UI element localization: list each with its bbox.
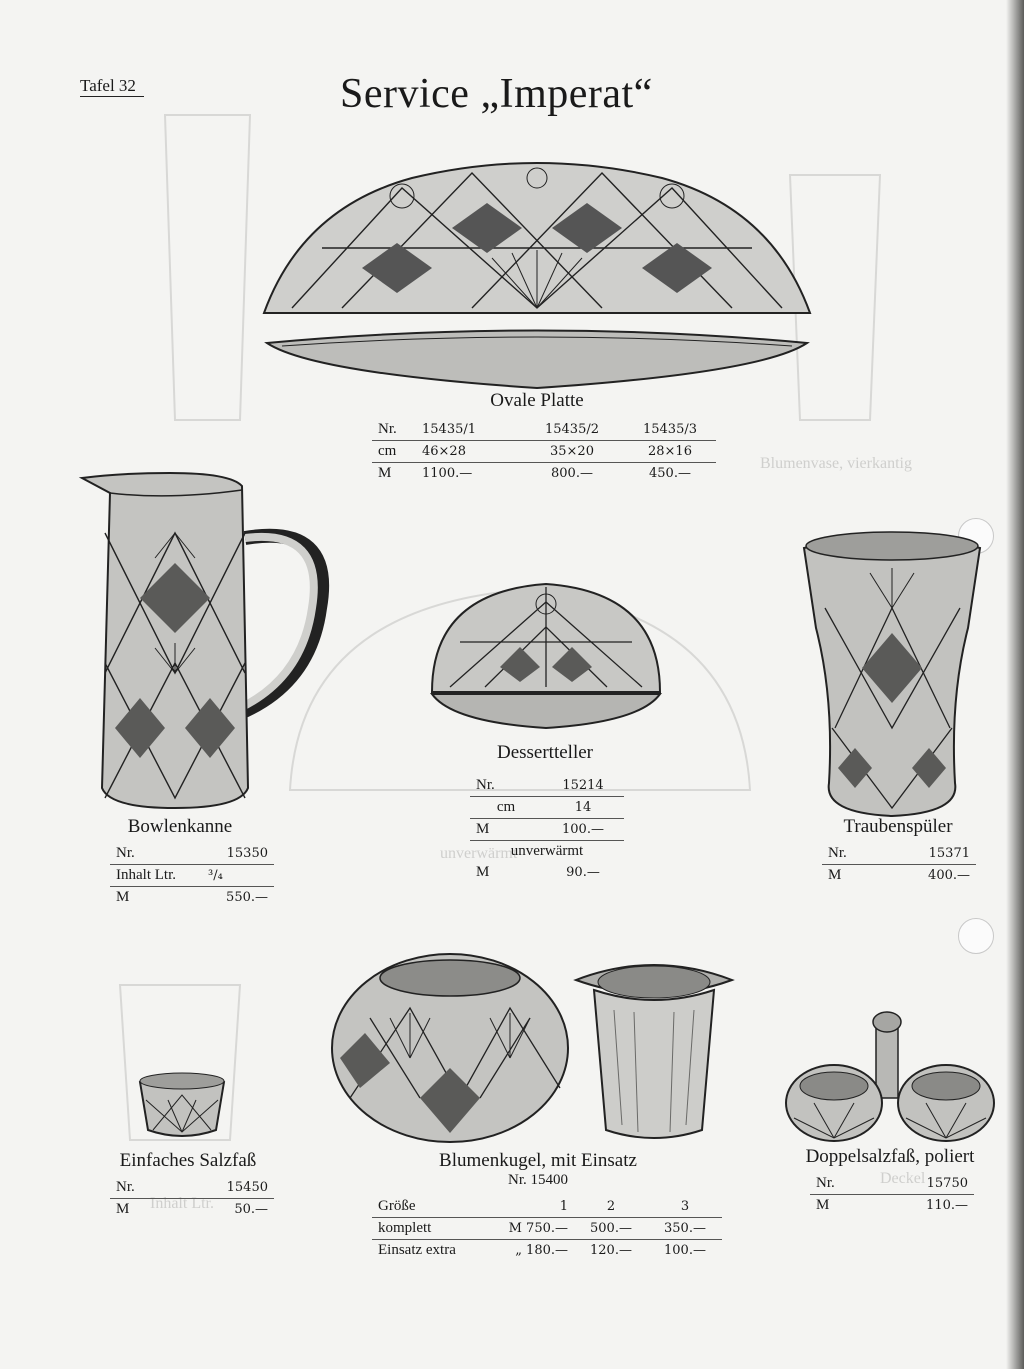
table-cell: M xyxy=(476,864,490,880)
page-title: Service „Imperat“ xyxy=(340,71,653,117)
table-cell: 15371 xyxy=(894,843,976,865)
table-cell: 90.— xyxy=(566,865,600,880)
table-cell: M 750.— xyxy=(492,1218,574,1240)
dessertteller-caption: Dessertteller xyxy=(496,742,593,763)
table-cell: 350.— xyxy=(648,1218,722,1240)
table-cell: ³/₄ xyxy=(202,865,274,887)
table-cell: 100.— xyxy=(542,819,624,841)
table-cell: „ 180.— xyxy=(515,1243,568,1258)
table-cell: Nr. xyxy=(110,843,202,865)
table-cell: 14 xyxy=(542,797,624,819)
table-cell: 100.— xyxy=(664,1243,706,1258)
table-cell: M xyxy=(116,889,130,905)
show-through-text: unverwärmt xyxy=(440,845,518,862)
table-cell: 450.— xyxy=(649,466,691,481)
table-cell: 28×16 xyxy=(624,441,716,463)
dessertteller-table xyxy=(470,775,624,883)
blumenkugel-table xyxy=(372,1196,722,1261)
table-row xyxy=(810,1195,974,1217)
table-cell: 800.— xyxy=(551,466,593,481)
einfaches-salzfass-caption: Einfaches Salzfaß xyxy=(119,1150,257,1171)
table-cell: Inhalt Ltr. xyxy=(110,865,202,887)
show-through-text: Inhalt Ltr. xyxy=(150,1195,214,1212)
table-cell: 35×20 xyxy=(520,441,624,463)
table-cell: Nr. xyxy=(372,419,416,441)
table-cell: 1100.— xyxy=(422,466,473,481)
doppelsalzfass-table xyxy=(810,1173,974,1216)
table-cell: 550.— xyxy=(226,890,268,905)
table-row xyxy=(110,1177,274,1199)
table-cell: 15350 xyxy=(202,843,274,865)
ovale-platte-table xyxy=(372,419,716,484)
table-cell: 500.— xyxy=(574,1218,648,1240)
beaker-illustration xyxy=(800,528,984,818)
table-row xyxy=(110,865,274,887)
bowlenkanne-caption: Bowlenkanne xyxy=(127,816,233,837)
bowlenkanne-table xyxy=(110,843,274,908)
table-cell: 400.— xyxy=(928,868,970,883)
table-cell: unverwärmt xyxy=(510,843,584,859)
table-cell: cm xyxy=(470,797,542,819)
table-cell: cm xyxy=(372,441,416,463)
table-cell: 15750 xyxy=(892,1173,974,1195)
rose-bowl-illustration xyxy=(330,948,570,1144)
table-cell: Größe xyxy=(372,1196,492,1218)
table-row xyxy=(372,463,716,485)
table-cell: Nr. xyxy=(110,1177,192,1199)
cut-glass-platter-illustration xyxy=(262,148,812,393)
table-cell: M xyxy=(828,867,842,883)
table-row xyxy=(110,887,274,909)
flower-insert-illustration xyxy=(574,950,734,1146)
table-row xyxy=(470,862,624,883)
double-salt-cellar-illustration xyxy=(784,1008,996,1144)
table-row xyxy=(372,1196,722,1218)
pitcher-illustration xyxy=(80,468,330,813)
table-cell: 110.— xyxy=(926,1198,968,1213)
table-row xyxy=(110,1199,274,1221)
table-row xyxy=(110,843,274,865)
table-row xyxy=(372,1240,722,1262)
ovale-platte-caption: Ovale Platte xyxy=(490,390,584,411)
punch-hole xyxy=(958,918,994,954)
einfaches-salzfass-table xyxy=(110,1177,274,1220)
table-cell: 15450 xyxy=(192,1177,274,1199)
table-row xyxy=(810,1173,974,1195)
table-cell: 15435/3 xyxy=(624,419,716,441)
table-cell: M xyxy=(116,1201,130,1217)
table-row xyxy=(372,1218,722,1240)
table-cell: 120.— xyxy=(590,1243,632,1258)
table-cell: 15214 xyxy=(542,775,624,797)
traubenspueler-caption: Traubenspüler xyxy=(843,816,953,837)
table-row xyxy=(372,441,716,463)
table-row xyxy=(470,775,624,797)
table-cell: 50.— xyxy=(234,1202,268,1217)
table-cell: Nr. xyxy=(822,843,894,865)
table-cell: 1 xyxy=(492,1196,574,1218)
table-row xyxy=(470,841,624,863)
show-through-text: Blumenvase, vierkantig xyxy=(760,455,912,472)
table-cell: 46×28 xyxy=(416,441,520,463)
table-cell: Nr. xyxy=(810,1173,892,1195)
table-cell: Nr. xyxy=(470,775,542,797)
traubenspueler-table xyxy=(822,843,976,886)
binding-edge xyxy=(1006,0,1024,1369)
table-cell: M xyxy=(816,1197,830,1213)
table-row xyxy=(822,843,976,865)
table-cell: M xyxy=(470,819,542,841)
table-cell: M xyxy=(378,465,392,481)
table-cell: 15435/2 xyxy=(520,419,624,441)
table-row xyxy=(822,865,976,887)
blumenkugel-caption: Blumenkugel, mit Einsatz xyxy=(439,1150,637,1171)
salt-cellar-illustration xyxy=(138,1070,226,1142)
blumenkugel-nr: Nr. 15400 xyxy=(508,1172,568,1188)
table-cell: 2 xyxy=(574,1196,648,1218)
show-through-text: Deckel xyxy=(880,1170,926,1187)
table-cell: 15435/1 xyxy=(416,419,520,441)
dessert-plate-illustration xyxy=(430,582,662,730)
doppelsalzfass-caption: Doppelsalzfaß, poliert xyxy=(805,1146,975,1167)
table-cell: komplett xyxy=(372,1218,492,1240)
table-cell: Einsatz extra xyxy=(378,1242,456,1258)
plate-number: Tafel 32 xyxy=(80,76,144,97)
table-cell: 3 xyxy=(648,1196,722,1218)
table-row xyxy=(470,797,624,819)
table-row xyxy=(470,819,624,841)
table-row xyxy=(372,419,716,441)
